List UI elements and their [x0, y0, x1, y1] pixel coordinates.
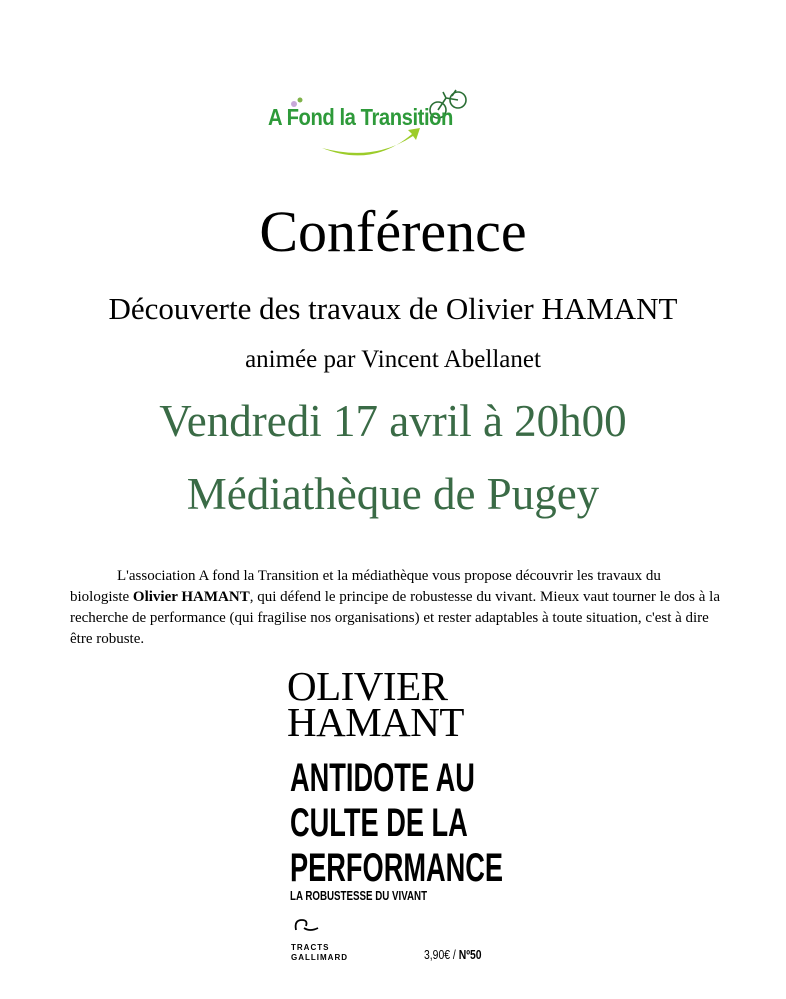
book-author-line: OLIVIER — [287, 663, 448, 709]
book-title-line: CULTE DE LA — [290, 801, 468, 845]
description-text-1: L'association A fond la Transition et la médiathèque vous propose découvrir les travaux du biologiste — [70, 568, 661, 605]
event-date: Vendredi 17 avril à 20h00 — [159, 396, 627, 446]
event-place: Médiathèque de Pugey — [186, 469, 600, 519]
book-title — [290, 756, 503, 891]
description-text-2: , qui défend le principe de robustesse du vivant. Mieux vaut tourner le dos à la recherche de performance (qui fragilise nos organisations) et rester adaptables à toute situation, c'est à dire être robuste. — [70, 589, 721, 647]
book-price-value: 3,90€ / — [424, 947, 459, 962]
book-subtitle: LA ROBUSTESSE DU VIVANT — [290, 888, 428, 903]
conference-subtitle: Découverte des travaux de Olivier HAMANT — [108, 291, 678, 326]
description-paragraph — [70, 566, 720, 650]
book-title-line: ANTIDOTE AU — [290, 756, 475, 800]
book-author — [287, 663, 464, 745]
page-title: Conférence — [259, 199, 527, 264]
logo-text: A Fond la Transition — [268, 104, 453, 130]
book-publisher: TRACTS GALLIMARD — [291, 943, 348, 962]
publisher-logo-icon — [292, 916, 322, 936]
book-price — [424, 947, 482, 962]
description-bold-name: Olivier HAMANT — [132, 589, 250, 605]
book-cover — [282, 664, 502, 972]
conference-host: animée par Vincent Abellanet — [245, 346, 541, 373]
book-title-line: PERFORMANCE — [290, 846, 504, 890]
book-author-line: HAMANT — [287, 699, 464, 745]
book-number: Nº50 — [458, 947, 482, 962]
association-logo — [262, 86, 472, 162]
